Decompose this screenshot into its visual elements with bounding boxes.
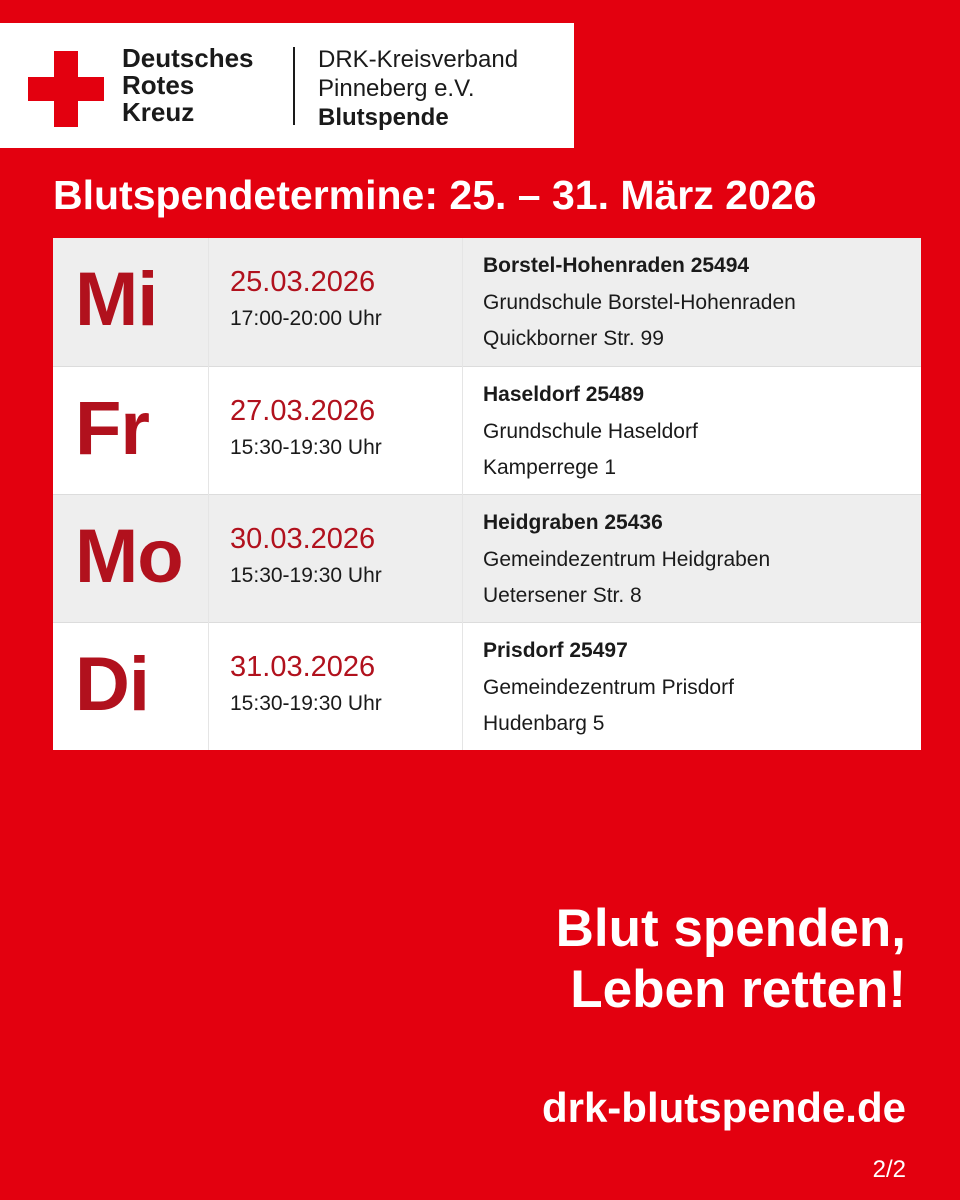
website-url: drk-blutspende.de	[541, 1084, 906, 1131]
appointment-row	[53, 238, 921, 366]
location-venue: Gemeindezentrum Heidgraben	[483, 547, 771, 571]
appointment-time: 15:30-19:30 Uhr	[230, 563, 382, 587]
branch-line1: DRK-Kreisverband	[318, 46, 519, 73]
branch-line2: Pinneberg e.V.	[318, 75, 475, 102]
slogan	[556, 898, 906, 1020]
slogan-line2: Leben retten!	[570, 960, 906, 1019]
org-name-line1: Deutsches	[122, 43, 254, 73]
date-cell	[209, 238, 463, 366]
appointments-table	[53, 238, 921, 750]
drk-logo	[0, 23, 574, 148]
date-cell	[209, 366, 463, 494]
location-street: Uetersener Str. 8	[483, 583, 642, 607]
weekday-abbr: Di	[75, 641, 149, 727]
appointment-date: 27.03.2026	[230, 394, 376, 427]
location-cell	[463, 238, 922, 366]
red-cross-icon	[28, 51, 104, 127]
location-cell	[463, 622, 922, 750]
day-cell	[53, 622, 209, 750]
page-indicator: 2/2	[872, 1156, 906, 1183]
location-town: Haseldorf 25489	[483, 382, 645, 406]
date-cell	[209, 494, 463, 622]
branch-line3: Blutspende	[318, 104, 449, 131]
date-cell	[209, 622, 463, 750]
appointment-date: 31.03.2026	[230, 650, 376, 683]
weekday-abbr: Mo	[75, 513, 183, 599]
weekday-abbr: Fr	[75, 385, 149, 471]
location-venue: Gemeindezentrum Prisdorf	[483, 675, 734, 699]
appointment-time: 17:00-20:00 Uhr	[230, 307, 382, 330]
location-venue: Grundschule Haseldorf	[483, 419, 698, 443]
branch-name	[318, 45, 518, 132]
location-venue: Grundschule Borstel-Hohenraden	[483, 291, 796, 314]
day-cell	[53, 366, 209, 494]
appointment-row	[53, 366, 921, 494]
slogan-line1: Blut spenden,	[555, 899, 906, 958]
location-town: Heidgraben 25436	[483, 510, 663, 534]
day-cell	[53, 494, 209, 622]
appointment-time: 15:30-19:30 Uhr	[230, 435, 382, 459]
location-street: Quickborner Str. 99	[483, 327, 664, 350]
org-name-line2: Rotes	[122, 70, 195, 100]
location-cell	[463, 494, 922, 622]
organization-name	[122, 45, 254, 126]
appointment-row	[53, 494, 921, 622]
appointment-date: 30.03.2026	[230, 522, 376, 555]
location-town: Borstel-Hohenraden 25494	[483, 254, 750, 277]
location-cell	[463, 366, 922, 494]
day-cell	[53, 238, 209, 366]
location-town: Prisdorf 25497	[483, 638, 628, 662]
org-name-line3: Kreuz	[122, 97, 195, 127]
appointment-time: 15:30-19:30 Uhr	[230, 691, 382, 715]
appointment-row	[53, 622, 921, 750]
logo-divider	[293, 47, 295, 125]
location-street: Kamperrege 1	[483, 455, 617, 479]
location-street: Hudenbarg 5	[483, 711, 605, 735]
page-title: Blutspendetermine: 25. – 31. März 2026	[53, 172, 817, 218]
weekday-abbr: Mi	[75, 257, 158, 342]
appointment-date: 25.03.2026	[230, 266, 376, 298]
